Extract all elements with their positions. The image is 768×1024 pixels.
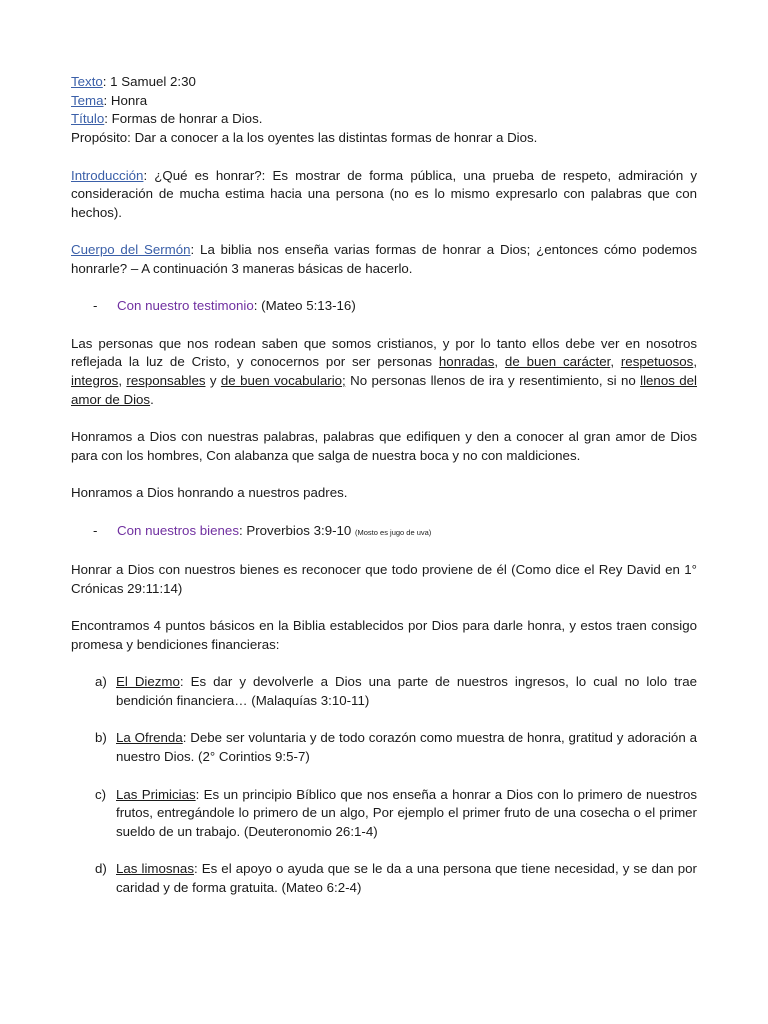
term-honradas: honradas (438, 354, 495, 370)
cuerpo-paragraph (71, 241, 697, 278)
term-buen-vocabulario: de buen vocabulario (220, 373, 343, 389)
list-term: Las Primicias (116, 786, 196, 802)
section-testimonio-ref: : (Mateo 5:13-16) (253, 298, 356, 314)
list-marker: d) (95, 861, 107, 877)
introduccion-label: Introducción (71, 167, 144, 183)
texto-value: : 1 Samuel 2:30 (102, 74, 196, 89)
section-testimonio-heading (93, 297, 697, 316)
document-body (71, 73, 697, 898)
palabras-paragraph: Honramos a Dios con nuestras palabras, palabras que edifiquen y den a conocer al gran amor de Dios para con los hombres, Con alabanza que salga de nuestra boca y no con maldiciones. (71, 429, 697, 463)
cuerpo-label: Cuerpo del Sermón (71, 242, 191, 258)
list-item-ofrenda (95, 729, 697, 766)
list-marker: a) (95, 674, 107, 690)
tema-label: Tema (71, 92, 104, 108)
list-term: La Ofrenda (116, 730, 183, 746)
texto-line (71, 73, 697, 92)
list-text: : Debe ser voluntaria y de todo corazón como muestra de honra, gratitud y adoración a nuestro Dios. (2° Corintios 9:5-7) (116, 730, 697, 765)
bienes-paragraph: Honrar a Dios con nuestros bienes es reconocer que todo proviene de él (Como dice el Rey David en 1° Crónicas 29:11:14) (71, 562, 697, 596)
section-testimonio-title: Con nuestro testimonio (117, 298, 254, 314)
term-buen-caracter: de buen carácter (504, 354, 611, 370)
titulo-value: : Formas de honrar a Dios. (104, 111, 263, 127)
list-marker: c) (95, 786, 107, 802)
list-marker: b) (95, 730, 107, 746)
list-item-limosnas (95, 860, 697, 897)
list-text: : Es dar y devolverle a Dios una parte de nuestros ingresos, lo cual no lolo trae bendición financiera… (Malaquías 3:10-11) (116, 674, 698, 709)
tema-value: : Honra (103, 92, 148, 108)
introduccion-text: : ¿Qué es honrar?: Es mostrar de forma pública, una prueba de respeto, admiración y consideración de mucha estima hacia una persona (no es lo mismo expresarlo con palabras que con hechos). (71, 167, 697, 220)
list-term: El Diezmo (116, 674, 180, 690)
term-respetuosos: respetuosos (620, 354, 694, 370)
list-item-primicias (95, 786, 697, 842)
titulo-line (71, 110, 697, 129)
tema-line (71, 92, 697, 111)
term-responsables: responsables (126, 373, 206, 389)
puntos-paragraph: Encontramos 4 puntos básicos en la Biblia establecidos por Dios para darle honra, y estos traen consigo promesa y bendiciones financieras: (71, 618, 697, 652)
list-item-diezmo (95, 673, 697, 710)
section-bienes-ref: : Proverbios 3:9-10 (238, 522, 356, 538)
testimonio-paragraph: Las personas que nos rodean saben que somos cristianos, y por lo tanto ellos debe ver en nosotros reflejada la luz de Cristo, y conocernos por ser personas honradas, de buen carácter, respetuosos, integros, responsables y de buen vocabulario; No personas llenos de ira y resentimiento, si no llenos del amor de Dios. (71, 335, 698, 407)
cuerpo-text: : La biblia nos enseña varias formas de honrar a Dios; ¿entonces cómo podemos honrarle? – A continuación 3 maneras básicas de hacerlo. (71, 242, 697, 276)
texto-label: Texto (71, 74, 103, 89)
section-bienes-note: (Mosto es jugo de uva) (355, 527, 432, 537)
section-bienes-title: Con nuestros bienes (117, 522, 239, 538)
list-term: Las limosnas (116, 861, 194, 877)
section-bienes-heading (93, 522, 697, 543)
list-text: : Es un principio Bíblico que nos enseña a honrar a Dios con lo primero de nuestros frutos, entregándole lo primero de un algo, Por ejemplo el primer fruto de una cosecha o el primer sueldo de un trabajo. (Deuteronomio 26:1-4) (116, 786, 698, 839)
bullet-dash: - (93, 522, 98, 538)
term-integros: integros (71, 373, 119, 389)
bullet-dash: - (93, 298, 98, 314)
titulo-label: Título (71, 111, 105, 127)
introduccion-paragraph (71, 167, 697, 223)
term-llenos-amor: llenos del amor de Dios (71, 373, 697, 407)
list-text: : Es el apoyo o ayuda que se le da a una persona que tiene necesidad, y se dan por caridad y de forma gratuita. (Mateo 6:2-4) (116, 861, 697, 896)
proposito-line: Propósito: Dar a conocer a la los oyentes las distintas formas de honrar a Dios. (71, 130, 538, 146)
padres-paragraph: Honramos a Dios honrando a nuestros padres. (71, 485, 348, 501)
